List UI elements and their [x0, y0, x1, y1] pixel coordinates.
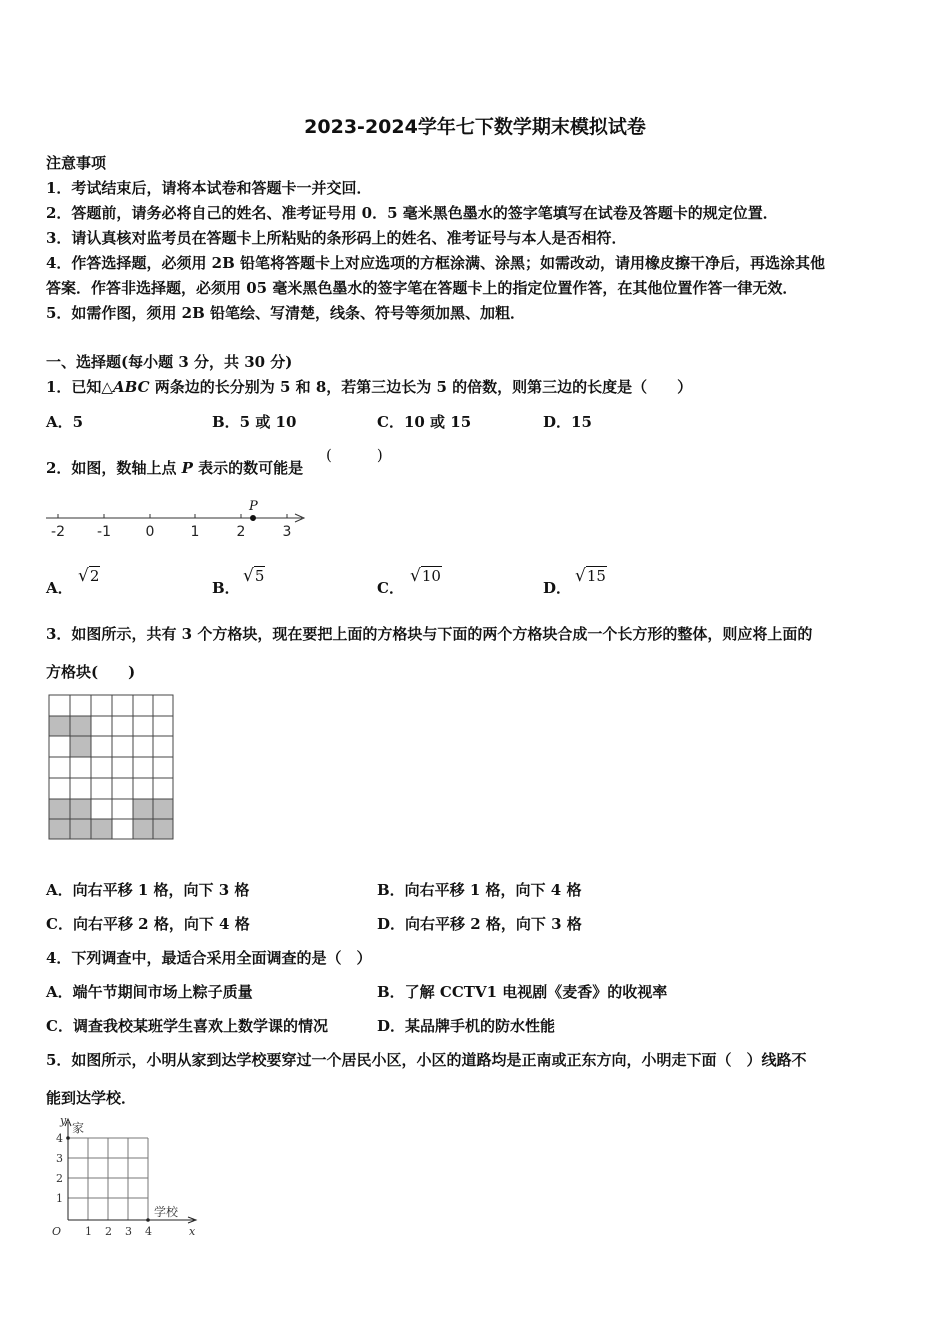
- q4-option-c[interactable]: C．调查我校某班学生喜欢上数学课的情况: [46, 1017, 328, 1035]
- note-item: 5．如需作图，须用 2B 铅笔绘、写清楚，线条、符号等须加黑、加粗．: [46, 304, 525, 322]
- question-1-stem: [46, 376, 692, 397]
- y-tick-label: 1: [56, 1192, 63, 1205]
- q3-option-b[interactable]: B．向右平移 1 格，向下 4 格: [377, 881, 582, 899]
- option-label: C．: [377, 579, 404, 597]
- tick-label: 1: [190, 524, 200, 540]
- q2-option-a-sqrt: √2: [78, 566, 100, 586]
- q2-option-c-sqrt: √10: [410, 566, 441, 586]
- radicand: 5: [254, 567, 265, 585]
- q2-option-b[interactable]: [212, 577, 240, 598]
- x-tick-label: 3: [125, 1225, 132, 1238]
- x-tick-label: 2: [105, 1225, 112, 1238]
- q2-stem-pre: 2．如图，数轴上点: [46, 459, 182, 477]
- note-item: 3．请认真核对监考员在答题卡上所粘贴的条形码上的姓名、准考证号与本人是否相符．: [46, 229, 627, 247]
- q2-option-d[interactable]: [543, 577, 571, 598]
- y-tick-label: 2: [56, 1172, 63, 1185]
- option-label: D．: [543, 579, 572, 597]
- tick-label: -1: [97, 524, 111, 540]
- radicand: 2: [89, 567, 100, 585]
- q1-option-a[interactable]: A．5: [46, 413, 84, 431]
- q2-option-d-sqrt: √15: [575, 566, 606, 586]
- q3-option-c[interactable]: C．向右平移 2 格，向下 4 格: [46, 915, 250, 933]
- school-point: [146, 1218, 150, 1222]
- y-axis-label: y: [60, 1114, 67, 1127]
- question-3-stem-line2: 方格块( ): [46, 663, 136, 681]
- q2-option-b-sqrt: √5: [243, 566, 265, 586]
- x-tick-label: 4: [145, 1225, 152, 1238]
- home-label: 家: [72, 1121, 85, 1135]
- y-tick-label: 3: [56, 1152, 63, 1165]
- q2-option-a[interactable]: [46, 577, 73, 598]
- q1-option-c[interactable]: C．10 或 15: [377, 413, 472, 431]
- q1-stem-pre: 1．已知△: [46, 378, 113, 396]
- q3-option-d[interactable]: D．向右平移 2 格，向下 3 格: [377, 915, 582, 933]
- x-tick-label: 1: [85, 1225, 92, 1238]
- radicand: 15: [586, 567, 606, 585]
- q2-option-c[interactable]: [377, 577, 404, 598]
- section-heading: 一、选择题(每小题 3 分，共 30 分): [46, 353, 293, 371]
- question-5-stem-line1: 5．如图所示，小明从家到达学校要穿过一个居民小区，小区的道路均是正南或正东方向，小明走下面（ ）线路不: [46, 1051, 807, 1069]
- radicand: 10: [421, 567, 441, 585]
- q1-stem-post: 两条边的长分别为 5 和 8，若第三边长为 5 的倍数，则第三边的长度是（ ）: [149, 378, 693, 396]
- home-point: [66, 1136, 70, 1140]
- q2-stem-post: 表示的数可能是: [192, 459, 304, 477]
- route-grid-figure: [44, 1114, 204, 1240]
- q1-triangle-name: ABC: [112, 378, 150, 396]
- q4-option-b[interactable]: B．了解 CCTV1 电视剧《麦香》的收视率: [377, 983, 668, 1001]
- question-5-stem-line2: 能到达学校．: [46, 1089, 137, 1107]
- tick-label: 3: [282, 524, 292, 540]
- y-tick-label: 4: [56, 1132, 63, 1145]
- tick-label: 2: [236, 524, 246, 540]
- q4-option-a[interactable]: A．端午节期间市场上粽子质量: [46, 983, 253, 1001]
- q2-point-name: P: [181, 459, 193, 477]
- note-item: 1．考试结束后，请将本试卷和答题卡一并交回．: [46, 179, 372, 197]
- grid-blocks-figure: [47, 694, 177, 842]
- notes-heading: 注意事项: [46, 154, 107, 172]
- point-p: [250, 515, 256, 521]
- tick-label: 0: [145, 524, 155, 540]
- q2-answer-paren: ( ): [326, 446, 383, 464]
- question-2-stem: [46, 457, 303, 478]
- q3-option-a[interactable]: A．向右平移 1 格，向下 3 格: [46, 881, 250, 899]
- origin-label: O: [52, 1225, 62, 1238]
- lower-left-block: [91, 819, 112, 839]
- note-item: 答案．作答非选择题，必须用 05 毫米黑色墨水的签字笔在答题卡上的指定位置作答，在其他位置作答一律无效．: [46, 279, 798, 297]
- question-3-stem-line1: 3．如图所示，共有 3 个方格块，现在要把上面的方格块与下面的两个方格块合成一个长方形的整体，则应将上面的: [46, 625, 813, 643]
- point-p-label: P: [249, 499, 258, 514]
- question-4-stem: 4．下列调查中，最适合采用全面调查的是（ ）: [46, 949, 372, 967]
- q4-option-d[interactable]: D．某品牌手机的防水性能: [377, 1017, 556, 1035]
- x-axis-label: x: [189, 1225, 196, 1238]
- option-label: A．: [46, 579, 73, 597]
- upper-block: [70, 736, 91, 757]
- q1-option-b[interactable]: B．5 或 10: [212, 413, 297, 431]
- number-line: [40, 496, 320, 544]
- note-item: 2．答题前，请务必将自己的姓名、准考证号用 0．5 毫米黑色墨水的签字笔填写在试卷及答题卡的规定位置．: [46, 204, 778, 222]
- page-title: 2023-2024学年七下数学期末模拟试卷: [304, 116, 646, 138]
- school-label: 学校: [154, 1205, 179, 1219]
- note-item: 4．作答选择题，必须用 2B 铅笔将答题卡上对应选项的方框涂满、涂黑；如需改动，请用橡皮擦干净后，再选涂其他: [46, 254, 826, 272]
- option-label: B．: [212, 579, 240, 597]
- q1-option-d[interactable]: D．15: [543, 413, 592, 431]
- tick-label: -2: [51, 524, 65, 540]
